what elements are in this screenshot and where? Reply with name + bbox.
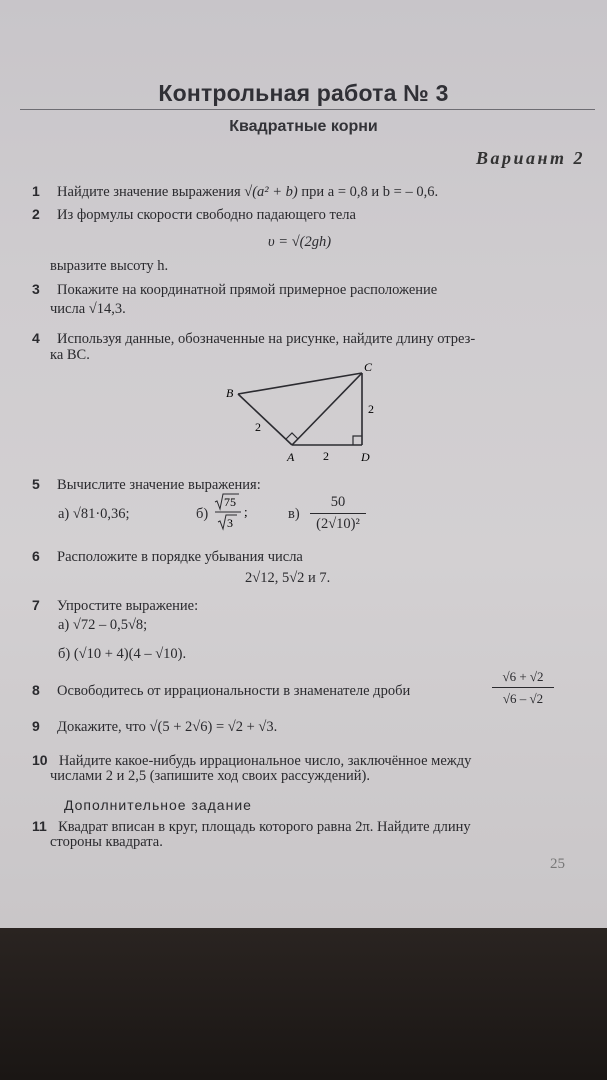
task-4-line2: ка BC.: [50, 347, 90, 363]
task-2-formula: υ = √(2gh): [268, 234, 332, 250]
svg-text:3: 3: [227, 516, 233, 530]
task-6-line2: 2√12, 5√2 и 7.: [245, 570, 331, 586]
variant-label: Вариант 2: [475, 148, 585, 168]
segment-bc: [238, 373, 362, 394]
task-text: Докажите, что √(5 + 2√6) = √2 + √3.: [57, 719, 278, 735]
task-number: 2: [32, 206, 40, 222]
right-angle-mark-d: [353, 436, 362, 445]
svg-text:;: ;: [244, 504, 248, 519]
page-number: 25: [550, 856, 565, 872]
task-5-b-label: б): [196, 506, 209, 522]
task-formula: √(a² + b): [244, 184, 298, 200]
vertex-c-label: C: [364, 360, 373, 374]
task-number: 10: [32, 752, 48, 768]
task-text: Покажите на координатной прямой примерное расположение: [57, 282, 438, 298]
vertex-a-label: A: [287, 450, 295, 464]
task-8-fraction: [492, 668, 554, 707]
task-5-b-fraction: [213, 492, 255, 532]
vertex-d-label: D: [361, 450, 370, 464]
task-number: 11: [32, 818, 47, 834]
task-1: [32, 183, 438, 201]
task-7: [32, 597, 198, 615]
task-11-line2: стороны квадрата.: [50, 834, 163, 850]
task-7-b: б) (√10 + 4)(4 – √10).: [58, 646, 187, 662]
svg-text:75: 75: [224, 495, 236, 509]
task-9: [32, 718, 277, 736]
task-5-c-label: в): [288, 506, 300, 522]
fraction-numerator: 50: [330, 494, 346, 510]
task-number: 6: [32, 548, 40, 564]
task-5-c-fraction: [310, 494, 366, 533]
task-text: Вычислите значение выражения:: [57, 477, 261, 493]
task-condition: при a = 0,8 и b = – 0,6.: [301, 184, 439, 200]
task-3: [32, 281, 580, 299]
task-2-line2: выразите высоту h.: [50, 258, 169, 274]
task-4: [32, 330, 475, 348]
task-10-line2: числами 2 и 2,5 (запишите ход своих рассуждений).: [50, 768, 370, 784]
task-8: [32, 682, 410, 700]
task-number: 1: [32, 183, 40, 199]
task-7-a: а) √72 – 0,5√8;: [58, 617, 148, 633]
dark-background: [0, 928, 607, 1080]
segment-ba: [238, 394, 292, 445]
task-number: 9: [32, 718, 40, 734]
fraction-denominator: √6 – √2: [502, 691, 544, 706]
right-angle-mark-a: [286, 433, 298, 439]
task-number: 3: [32, 281, 40, 297]
task-text: Расположите в порядке убывания числа: [57, 549, 303, 565]
task-3-line2: числа √14,3.: [50, 301, 126, 317]
task-6: [32, 548, 303, 566]
task-text: Упростите выражение:: [57, 598, 199, 614]
task-text: Найдите какое-нибудь иррациональное число, заключённое между: [58, 753, 472, 769]
task-text: Из формулы скорости свободно падающего тела: [57, 207, 356, 223]
task-text: Квадрат вписан в круг, площадь которого равна 2π. Найдите длину: [58, 819, 471, 835]
task-text: Найдите значение выражения: [57, 184, 241, 200]
side-ad-label: 2: [323, 449, 329, 463]
triangle-figure: [210, 355, 400, 470]
side-cd-label: 2: [368, 402, 374, 416]
task-text: Используя данные, обозначенные на рисунке, найдите длину отрез-: [57, 331, 476, 347]
fraction-denominator: (2√10)²: [316, 516, 360, 532]
task-text: Освободитесь от иррациональности в знаменателе дроби: [57, 683, 411, 699]
fraction-numerator: √6 + √2: [502, 669, 544, 684]
extra-task-header: Дополнительное задание: [64, 797, 252, 813]
task-number: 8: [32, 682, 40, 698]
page-title: Контрольная работа № 3: [158, 80, 449, 106]
side-ba-label: 2: [255, 420, 261, 434]
vertex-b-label: B: [226, 386, 234, 400]
title-divider: [20, 109, 595, 110]
task-number: 7: [32, 597, 40, 613]
task-5-a: а) √81·0,36;: [58, 506, 130, 522]
task-2: [32, 206, 356, 224]
task-number: 4: [32, 330, 40, 346]
page-subtitle: Квадратные корни: [229, 118, 378, 135]
task-number: 5: [32, 476, 40, 492]
